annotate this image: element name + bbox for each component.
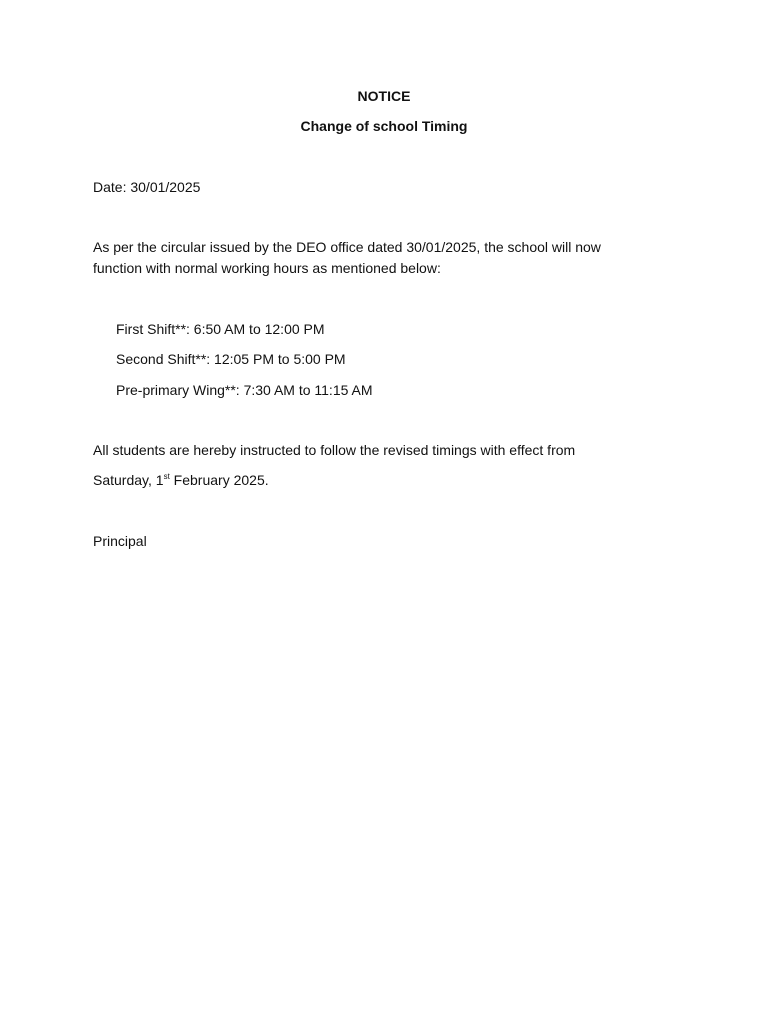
instruction-suffix: February 2025. bbox=[169, 472, 269, 488]
instruction-superscript: st bbox=[163, 472, 170, 481]
notice-heading: NOTICE bbox=[357, 88, 411, 104]
intro-line-2: function with normal working hours as mentioned below: bbox=[93, 260, 441, 276]
instruction-line-2 bbox=[93, 470, 269, 491]
notice-subheading: Change of school Timing bbox=[300, 118, 468, 134]
notice-date: Date: 30/01/2025 bbox=[93, 179, 201, 195]
instruction-prefix: Saturday, 1 bbox=[93, 472, 164, 488]
shift-first: First Shift**: 6:50 AM to 12:00 PM bbox=[116, 321, 325, 337]
signature-principal: Principal bbox=[93, 533, 147, 549]
shift-second: Second Shift**: 12:05 PM to 5:00 PM bbox=[116, 351, 346, 367]
instruction-line-1: All students are hereby instructed to follow the revised timings with effect from bbox=[93, 442, 576, 458]
shift-pre-primary: Pre-primary Wing**: 7:30 AM to 11:15 AM bbox=[116, 382, 373, 398]
intro-line-1: As per the circular issued by the DEO office dated 30/01/2025, the school will now bbox=[93, 239, 601, 255]
